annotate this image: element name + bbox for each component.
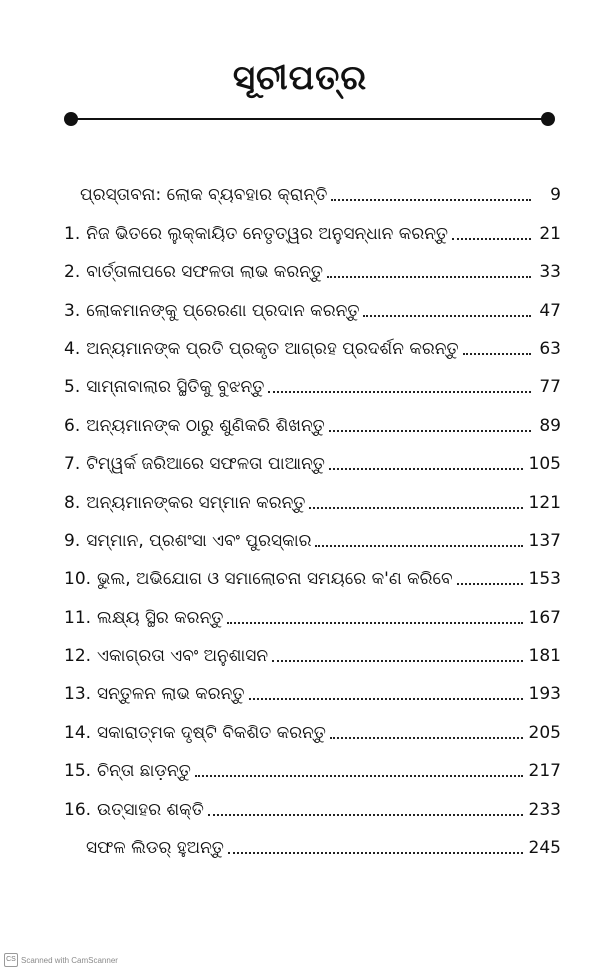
dot-leader [309,507,522,509]
toc-entry-title: ସଫଳ ଲିଡର୍ ହୁଅନ୍ତୁ [86,838,224,859]
toc-entry-number: 5. [64,377,81,398]
toc-entry-page-number: 89 [539,415,561,436]
toc-entry-title: ଚିନ୍ତା ଛାଡ଼ନ୍ତୁ [97,761,191,782]
toc-entry-page-number: 63 [539,338,561,359]
watermark-text: Scanned with CamScanner [21,955,118,965]
camscanner-logo-icon: CS [4,953,18,967]
toc-entry-title: ଲୋକମାନଙ୍କୁ ପ୍ରେରଣା ପ୍ରଦାନ କରନ୍ତୁ [86,300,360,321]
toc-entry-number: 13. [64,684,92,705]
toc-entry [64,782,561,820]
divider-end-dot-left [64,112,78,126]
dot-leader [457,583,523,585]
dot-leader [331,199,531,201]
toc-entry-title: ନିଜ ଭିତରେ ଲୁକ୍କାୟିତ ନେତୃତ୍ୱର ଅନୁସନ୍ଧାନ କରନ୍ତୁ [86,223,449,244]
toc-entry [64,475,561,513]
title-divider [70,118,548,120]
page-title: ସୂଚୀପତ୍ର [232,58,368,98]
dot-leader [272,660,522,662]
toc-entry-title: ଟିମ୍‌ୱର୍କ ଜରିଆରେ ସଫଳତା ପାଆନ୍ତୁ [86,454,325,475]
toc-entry-page-number: 181 [528,646,561,667]
toc-entry [64,552,561,590]
dot-leader [249,698,523,700]
toc-entry-title: ସମ୍ମାନ, ପ୍ରଶଂସା ଏବଂ ପୁରସ୍କାର [86,530,312,551]
toc-entry-page-number: 193 [528,684,561,705]
toc-entry-title: ଭୁଲ, ଅଭିଯୋଗ ଓ ସମାଲୋଚନା ସମୟରେ କ'ଣ କରିବେ [97,569,453,590]
toc-entry-title: ସାମ୍ନାବାଲାର ସ୍ଥିତିକୁ ବୁଝନ୍ତୁ [86,377,265,398]
toc-entry-page-number: 77 [539,377,561,398]
toc-entry-page-number: 153 [528,569,561,590]
toc-entry-page-number: 167 [528,607,561,628]
toc-entry-title: ବାର୍ତ୍ତାଳାପରେ ସଫଳତା ଲାଭ କରନ୍ତୁ [86,262,324,283]
toc-entry [64,821,561,859]
toc-entry [64,283,561,321]
toc-entry-title: ଅନ୍ୟମାନଙ୍କ ପ୍ରତି ପ୍ରକୃତ ଆଗ୍ରହ ପ୍ରଦର୍ଶନ କରନ୍ତୁ [86,338,459,359]
toc-entry-number: 2. [64,262,81,283]
toc-entry-number: 3. [64,300,81,321]
toc-entry [64,590,561,628]
dot-leader [452,238,531,240]
toc-entry-number: 14. [64,722,92,743]
toc-entry-number: 4. [64,338,81,359]
table-of-contents [64,168,561,859]
dot-leader [329,468,523,470]
toc-entry-title: ପ୍ରସ୍ତାବନା: ଲୋକ ବ୍ୟବହାର କ୍ରାନ୍ତି [80,185,328,206]
toc-entry-page-number: 105 [528,454,561,475]
toc-entry-page-number: 217 [528,761,561,782]
toc-entry-number: 1. [64,223,81,244]
dot-leader [329,430,531,432]
toc-entry-number: 7. [64,454,81,475]
toc-entry [64,398,561,436]
toc-entry-page-number: 205 [528,722,561,743]
toc-entry [64,705,561,743]
toc-entry-title: ଲକ୍ଷ୍ୟ ସ୍ଥିର କରନ୍ତୁ [97,607,224,628]
toc-entry [64,437,561,475]
toc-entry [64,744,561,782]
toc-entry-page-number: 245 [528,838,561,859]
toc-entry [64,168,561,206]
toc-entry-title: ଏକାଗ୍ରତା ଏବଂ ଅନୁଶାସନ [97,646,269,667]
dot-leader [327,276,531,278]
toc-entry-title: ଅନ୍ୟମାନଙ୍କର ସମ୍ମାନ କରନ୍ତୁ [86,492,306,513]
toc-entry-page-number: 47 [539,300,561,321]
dot-leader [363,315,531,317]
toc-entry-number: 6. [64,415,81,436]
toc-entry [64,206,561,244]
toc-entry-title: ଅନ୍ୟମାନଙ୍କ ଠାରୁ ଶୁଣିକରି ଶିଖନ୍ତୁ [86,415,325,436]
dot-leader [315,545,522,547]
toc-entry-page-number: 233 [528,799,561,820]
toc-entry-number: 11. [64,607,92,628]
toc-entry-page-number: 21 [539,223,561,244]
toc-entry-page-number: 9 [550,185,561,206]
dot-leader [268,391,531,393]
toc-entry-number: 16. [64,799,92,820]
dot-leader [227,622,522,624]
toc-entry [64,360,561,398]
toc-entry-page-number: 137 [528,530,561,551]
toc-entry [64,245,561,283]
toc-entry-number: 10. [64,569,92,590]
scanner-watermark [4,953,118,967]
toc-entry-title: ସକାରାତ୍ମକ ଦୃଷ୍ଟି ବିକଶିତ କରନ୍ତୁ [97,722,326,743]
toc-entry [64,322,561,360]
divider-end-dot-right [541,112,555,126]
dot-leader [228,852,523,854]
dot-leader [330,737,523,739]
toc-entry [64,667,561,705]
toc-entry [64,514,561,552]
dot-leader [208,814,523,816]
toc-entry-title: ଉତ୍ସାହର ଶକ୍ତି [97,799,204,820]
toc-entry-title: ସନ୍ତୁଳନ ଲାଭ କରନ୍ତୁ [97,684,245,705]
toc-entry-number: 15. [64,761,92,782]
toc-entry-page-number: 121 [528,492,561,513]
toc-entry [64,629,561,667]
dot-leader [463,353,531,355]
toc-entry-page-number: 33 [539,262,561,283]
toc-entry-number: 9. [64,530,81,551]
toc-entry-number: 8. [64,492,81,513]
toc-entry-number: 12. [64,646,92,667]
dot-leader [195,775,523,777]
